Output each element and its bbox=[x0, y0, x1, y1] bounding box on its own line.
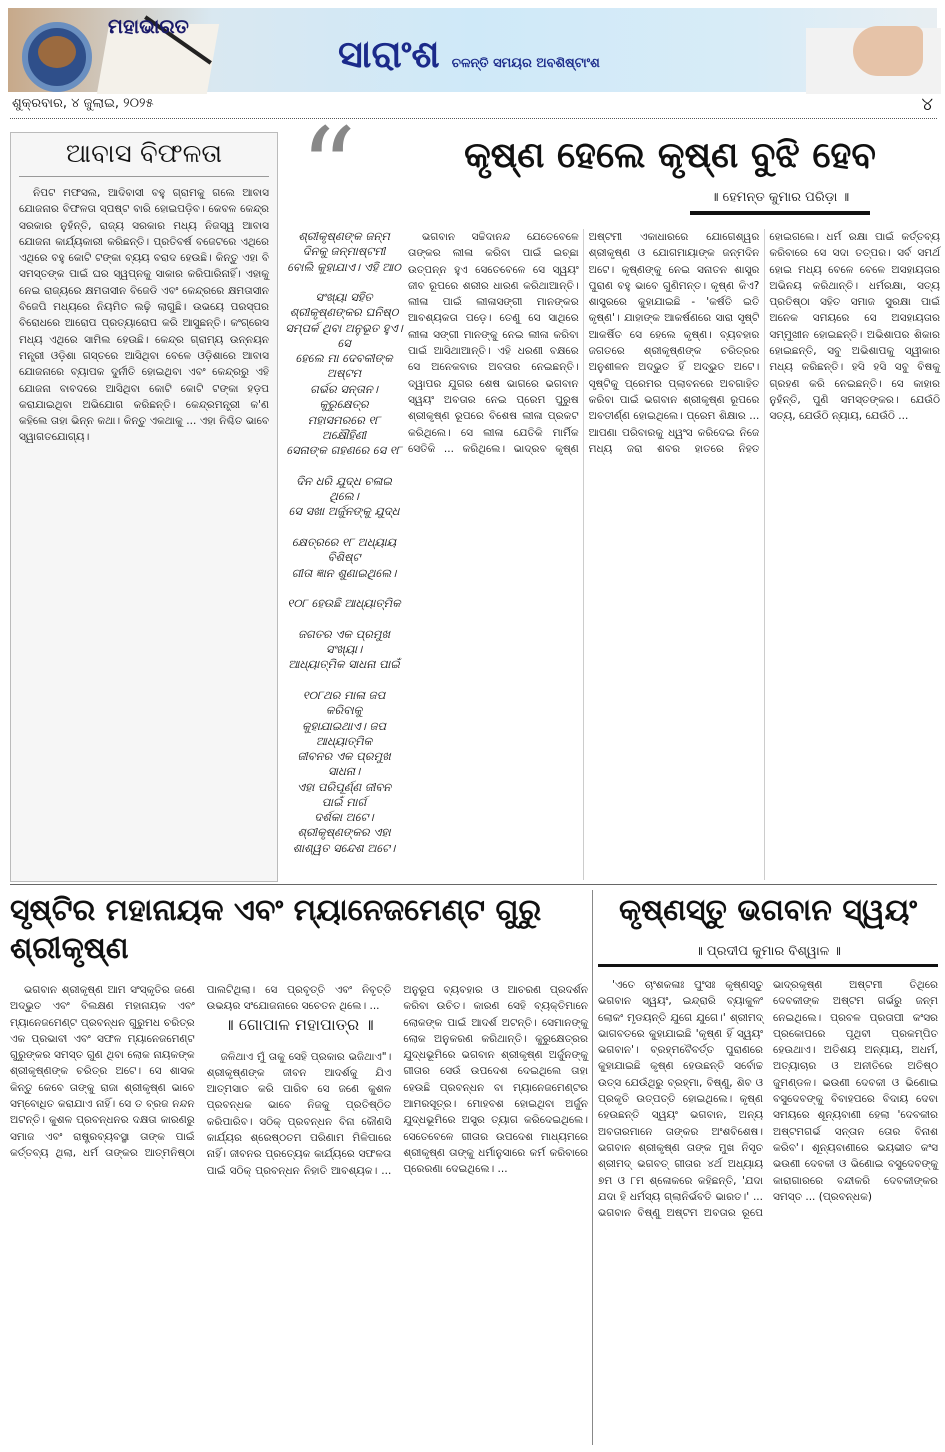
article2-body-a: ଭଗବାନ ଶ୍ରୀକୃଷ୍ଣ ଆମ ସଂସ୍କୃତିର ଜଣେ ଅଦ୍ଭୁତ ଏବଂ ବିଲକ୍ଷଣ ମହାନାୟକ ଏବଂ ମ୍ୟାନେଜମେଣ୍ଟ ପ୍ରବନ୍ଧନ ଗୁରୁମଧ ଚରିତ୍ର ଏକ ପ୍ରଭାବୀ ଏବଂ ସଫଳ ମ୍ୟାନେଜମେଣ୍ଟ ଗୁରୁଙ୍କର ସମସ୍ତ ଗୁଣ ଥିବା ଲୋକ ନାୟକଙ୍କ ଶ୍ରୀକୃଷ୍ଣଙ୍କ ଚରିତ୍ର ଅଟେ। ସେ ଶାସକ କିନ୍ତୁ କେବେ ତାଙ୍କୁ ରାଜା ଶ୍ରୀକୃଷ୍ଣ ଭାବେ ସମ୍ବୋଧିତ କରାଯାଏ ନାହିଁ। ସେ ତ ବ୍ରଜ ନନ୍ଦନ ଅଟନ୍ତି। କୁଶଳ ପ୍ରବନ୍ଧନର ଦକ୍ଷତା କାରଣରୁ ସମାଜ ଏବଂ ରାଷ୍ଟ୍ରବ୍ୟବସ୍ଥା ତାଙ୍କ ପାଇଁ କର୍ତ୍ତବ୍ୟ ଥିଲା, ଧର୍ମ ତାଙ୍କର ଆତ୍ମନିଷ୍ଠା ପାଲଟିଥିଲା। ସେ ପ୍ରବୃତ୍ତି ଏବଂ ନିବୃତ୍ତି ଉଭୟର ସଂଯୋଜନାରେ ସଚେତନ ଥିଲେ। ... bbox=[10, 984, 392, 1159]
section-title: ସାରାଂଶ bbox=[338, 32, 440, 76]
pull-quote-line: କୁହାଯାଇଥାଏ। ଜପ ଆଧ୍ୟାତ୍ମିକ bbox=[302, 718, 386, 748]
pull-quote-line: ଜଗତର ଏକ ପ୍ରମୁଖ ସଂଖ୍ୟା। bbox=[297, 626, 391, 656]
pull-quote-line: ୧୦୮ ହେଉଛି ଆଧ୍ୟାତ୍ମିକ bbox=[287, 596, 401, 611]
editorial-body: ନିପଟ ମଫସଲ, ଆଦିବାସୀ ବହୁ ଗ୍ରାମକୁ ଗଲେ ଆବାସ ଯୋଜନାର ବିଫଳତା ସ୍ପଷ୍ଟ ବାରି ହୋଇପଡ଼ିବ। କେବଳ କେନ୍ଦ୍ର ସରକାର ନୁହଁନ୍ତି, ରାଜ୍ୟ ସରକାର ମଧ୍ୟ ନିଜସ୍ୱ ଆବାସ ଯୋଜନା କାର୍ଯ୍ୟକାରୀ କରିଛନ୍ତି। ପ୍ରତିବର୍ଷ ବଜେଟରେ ଏଥିରେ ଏଥିରେ ବହୁ କୋଟି ଟଙ୍କା ବ୍ୟୟ ବରାଦ ହେଉଛି। କିନ୍ତୁ ଏହା ବି ସମସ୍ତଙ୍କ ପାଇଁ ଘର ସ୍ୱପ୍ନକୁ ସାକାର କରିପାରିନାହିଁ। ଏହାକୁ ନେଇ ରାଜ୍ୟରେ କ୍ଷମତାସୀନ ବିଜେଡି ଏବଂ କେନ୍ଦ୍ରରେ କ୍ଷମତାସୀନ ବିଜେପି ମଧ୍ୟରେ ନିୟମିତ ଲଢ଼ି ଲାଗୁଛି। ଉଭୟେ ପରସ୍ପର ବିରୋଧରେ ଆରୋପ ପ୍ରତ୍ୟାରୋପ କରି ଆସୁଛନ୍ତି। କଂଗ୍ରେସ ମଧ୍ୟ ଏଥିରେ ସାମିଲ ହେଉଛି। କେନ୍ଦ୍ର ଗ୍ରାମ୍ୟ ଉନ୍ନୟନ ମନ୍ତ୍ରୀ ଓଡ଼ିଶା ଗସ୍ତରେ ଆସିଥିବା ବେଳେ ଓଡ଼ିଶାରେ ଆବାସ ଯୋଜନାରେ ବ୍ୟାପକ ଦୁର୍ନୀତି ହୋଇଥିବା ଏବଂ କେନ୍ଦ୍ରରୁ ଏହି ଯୋଜନା ବାବଦରେ ଆସିଥିବା କୋଟି କୋଟି ଟଙ୍କା ହଡ଼ପ କରାଯାଇଥିବା ଅଭିଯୋଗ କରିଛନ୍ତି। କେନ୍ଦ୍ରମନ୍ତ୍ରୀ କ'ଣ କହିଲେ ତାହା ଭିନ୍ନ କଥା। କିନ୍ତୁ ଏକଥାକୁ ... ଏହା ନିଶ୍ଚିତ ଭାବେ ସ୍ୱାଗତଯୋଗ୍ୟ। bbox=[19, 187, 269, 444]
issue-date: ଶୁକ୍ରବାର, ୪ ଜୁଲାଇ, ୨୦୨୫ bbox=[12, 96, 154, 111]
lead-body bbox=[285, 229, 940, 880]
section-divider bbox=[10, 884, 937, 885]
pull-quote-line: ହେଲେ ମା ଦେବକୀଙ୍କ ଅଷ୍ଟମ bbox=[295, 351, 393, 381]
newspaper-logo: ମହାଭାରତ bbox=[108, 14, 189, 38]
writing-hand-image bbox=[853, 26, 923, 76]
lead-body-text: ଭଗବାନ ସଚ୍ଚିଦାନନ୍ଦ ଯେତେବେଳେ ତାଙ୍କର ଲୀଳା କରିବା ପାଇଁ ଇଚ୍ଛା ଉତ୍ପନ୍ନ ହୁଏ ସେତେବେଳେ ସେ ସ୍ୱୟଂ ଜୀବ ରୂପରେ ଶରୀର ଧାରଣ କରିଥାଆନ୍ତି। ଲୀଳା ପାଇଁ ଲୀଳାସଙ୍ଗୀ ମାନଙ୍କର ଆବଶ୍ୟକତା ପଡ଼େ। ତେଣୁ ସେ ସାଥିରେ ଲୀଳା ସଙ୍ଗୀ ମାନଙ୍କୁ ନେଇ ଲୀଳା କରିବା ପାଇଁ ଆସିଥାଆନ୍ତି। ଏହି ଧରଣୀ ବକ୍ଷରେ ସେ ଅନେକବାର ଅବତାର ନେଇଛନ୍ତି। ଦ୍ୱାପର ଯୁଗର ଶେଷ ଭାଗରେ ଭଗବାନ ସ୍ୱୟଂ ଅବତାର ନେଇ ପ୍ରେମ ପୁରୁଷ ଶ୍ରୀକୃଷ୍ଣ ରୂପରେ ବିଶେଷ ଲୀଳା ପ୍ରକଟ କରିଥିଲେ। ସେ ଲୀଳା ଯେତିକି ମାର୍ମିକ ସେତିକି ... କରିଥିଲେ। ଭାଦ୍ରବ କୃଷ୍ଣ ଅଷ୍ଟମୀ ଏକାଧାରରେ ଯୋଗେଶ୍ୱର ଶ୍ରୀକୃଷ୍ଣ ଓ ଯୋଗମାୟାଙ୍କ ଜନ୍ମଦିନ ଅଟେ। କୃଷ୍ଣଙ୍କୁ ନେଇ ସନାତନ ଶାସ୍ତ୍ର ପୁରାଣ ବହୁ ଭାବେ ଗୁଣିମନ୍ତ। କୃଷ୍ଣ କିଏ? ଶାସ୍ତ୍ରରେ କୁହାଯାଇଛି - 'କର୍ଷତି ଇତି କୃଷ୍ଣ'। ଯାହାଙ୍କ ଆକର୍ଷଣରେ ସାରା ସୃଷ୍ଟି ଆକର୍ଷିତ ସେ ହେଲେ କୃଷ୍ଣ। ବ୍ୟବହାର ଜଗତରେ ଶ୍ରୀକୃଷ୍ଣଙ୍କ ଚରିତ୍ରର ଅନୁଶୀଳନ ଅଦ୍ଭୁତ ହିଁ ଅଦ୍ଭୁତ ଅଟେ। ସୃଷ୍ଟିକୁ ପ୍ରେମର ପ୍ଲାବନରେ ଅବଗାହିତ କରିବା ପାଇଁ ଭଗବାନ ଶ୍ରୀକୃଷ୍ଣ ରୂପରେ ଅବତୀର୍ଣ୍ଣ ହୋଇଥିଲେ। ପ୍ରେମ ଶିକ୍ଷାର ... ଆପଣା ପରିବାରକୁ ଧ୍ୱଂସ କରିଦେଇ ନିଜେ ମଧ୍ୟ ଜରା ଶବର ହାତରେ ନିହତ ହୋଇଗଲେ। ଧର୍ମ ରକ୍ଷା ପାଇଁ କର୍ତ୍ତବ୍ୟ କରିବାରେ ସେ ସଦା ତତ୍ପର। ସର୍ବ ସମର୍ଥ ହୋଇ ମଧ୍ୟ ବେଳେ ବେଳେ ଅସହାୟତାର ଅଭିନୟ କରିଥାନ୍ତି। ଧର୍ମରକ୍ଷା, ସତ୍ୟ ପ୍ରତିଷ୍ଠା ସହିତ ସମାଜ ସୁରକ୍ଷା ପାଇଁ ଅନେକ ସମୟରେ ସେ ଅସହାୟତାର ସମ୍ମୁଖୀନ ହୋଇଛନ୍ତି। ଅଭିଶାପର ଶିକାର ହୋଇଛନ୍ତି, ସବୁ ଅଭିଶାପକୁ ସ୍ୱୀକାର ମଧ୍ୟ କରିଛନ୍ତି। ହସି ହସି ସବୁ ବିଷକୁ ଗ୍ରହଣ କରି ନେଇଛନ୍ତି। ସେ କାହାର ନୁହଁନ୍ତି, ପୁଣି ସମସ୍ତଙ୍କର। ଯେଉଁଠି ସତ୍ୟ, ଯେଉଁଠି ନ୍ୟାୟ, ଯେଉଁଠି ... bbox=[408, 231, 940, 455]
article2-byline: ॥ ଗୋପାଳ ମହାପାତ୍ର ॥ bbox=[224, 1014, 374, 1034]
lead-headline: କୃଷ୍ଣ ହେଲେ କୃଷ୍ଣ ବୁଝି ହେବ bbox=[464, 135, 876, 176]
pull-quote-line: ବୋଲି କୁହାଯାଏ। ଏହି ଆଠ bbox=[287, 259, 401, 274]
lead-article-body bbox=[408, 229, 940, 880]
pull-quote-line: ୧୦୮ଥର ମାଳା ଜପ କରିବାକୁ bbox=[302, 687, 386, 717]
pull-quote-line: ସେନାଙ୍କ ଗହଣରେ ସେ ୧୮ bbox=[286, 443, 402, 458]
pull-quote-line: ଏହା ପରିପୂର୍ଣ୍ଣ ଜୀବନ ପାଇଁ ମାର୍ଗ bbox=[296, 779, 392, 809]
pull-quote-line: ସଂଖ୍ୟା ସହିତ ଶ୍ରୀକୃଷ୍ଣଙ୍କର ଘନିଷ୍ଠ bbox=[289, 290, 399, 320]
pull-quote-line: ଦିନ ଧରି ଯୁଦ୍ଧ ଚଳାଇ ଥିଲେ। bbox=[296, 473, 392, 503]
article3-byline: ॥ ପ୍ରଦୀପ କୁମାର ବିଶ୍ୱାଳ ॥ bbox=[598, 944, 938, 967]
page-number: ୪ bbox=[921, 94, 933, 115]
editorial-title: ଆବାସ ବିଫଳତା bbox=[19, 139, 269, 177]
pull-quote-line: ଗର୍ଭର ସନ୍ତାନ। କୁରୁକ୍ଷେତ୍ର bbox=[310, 381, 378, 411]
pull-quote-line: ଶାଶ୍ୱତ ସନ୍ଦେଶ ଅଟେ। bbox=[292, 840, 396, 855]
pull-quote-line: ସମ୍ପର୍କ ଥିବା ଅନୁଭୂତ ହୁଏ। ସେ bbox=[285, 320, 403, 350]
column-divider bbox=[592, 890, 593, 1445]
pull-quote-line: ଶ୍ରୀକୃଷ୍ଣଙ୍କ ଜନ୍ମ ଦିନକୁ ଜନ୍ମାଷ୍ଟମୀ bbox=[298, 229, 390, 258]
pull-quote bbox=[285, 229, 403, 880]
article2 bbox=[10, 892, 588, 1445]
coffee-cup-image bbox=[22, 22, 92, 92]
article2-headline: ସୃଷ୍ଟିର ମହାନାୟକ ଏବଂ ମ୍ୟାନେଜମେଣ୍ଟ ଗୁରୁ ଶ୍ରୀକୃଷ୍ଣ bbox=[10, 893, 542, 966]
header-divider bbox=[10, 118, 937, 119]
lead-article bbox=[285, 104, 940, 880]
pull-quote-line: ମହାସମରରେ ୧୮ ଅକ୍ଷୌହିଣୀ bbox=[307, 412, 381, 442]
editorial-box bbox=[10, 132, 278, 882]
pull-quote-line: ଗୀତା ଜ୍ଞାନ ଶୁଣାଇଥିଲେ। bbox=[291, 565, 397, 580]
lead-header bbox=[285, 104, 940, 232]
section-tagline: ଚଳନ୍ତି ସମୟର ଅବଶିଷ୍ଟାଂଶ bbox=[451, 56, 600, 71]
pull-quote-line: ଜୀବନର ଏକ ପ୍ରମୁଖ ସାଧନା। bbox=[297, 749, 391, 779]
section-title-row bbox=[338, 32, 798, 77]
pull-quote-line: କ୍ଷେତ୍ରରେ ୧୮ ଅଧ୍ୟାୟ ବିଶିଷ୍ଟ bbox=[291, 534, 397, 564]
quote-mark-icon: “ bbox=[300, 104, 357, 232]
article2-body-b: ଜଳିଥାଏ ମୁଁ ତାକୁ ସେହି ପ୍ରକାର ଭଜିଥାଏ"। ଶ୍ରୀକୃଷ୍ଣଙ୍କ ଜୀବନ ଆଦର୍ଶକୁ ଯିଏ ଆତ୍ମସାତ କରି ପାରିବ ସେ ଜଣେ କୁଶଳ ପ୍ରବନ୍ଧକ ଭାବେ ନିଜକୁ ପ୍ରତିଷ୍ଠିତ କରିପାରିବ। ସଠିକ୍ ପ୍ରବନ୍ଧନ ବିନା କୌଣସି କାର୍ଯ୍ୟର ଶ୍ରେଷ୍ଠତମ ପରିଣାମ ମିଳିପାରେ ନାହିଁ। ଜୀବନର ପ୍ରତ୍ୟେକ କାର୍ଯ୍ୟରେ ସଫଳତା ପାଇଁ ସଠିକ୍ ପ୍ରବନ୍ଧନ ନିହାତି ଆବଶ୍ୟକ। ... ଅନୁରୂପ ବ୍ୟବହାର ଓ ଆଚରଣ ପ୍ରଦର୍ଶନ କରିବା ଉଚିତ। କାରଣ ସେହି ବ୍ୟକ୍ତିମାନେ ଲୋକଙ୍କ ପାଇଁ ଆଦର୍ଶ ଅଟନ୍ତି। ସେମାନଙ୍କୁ ଲୋକ ଅନୁକରଣ କରିଥାନ୍ତି। କୁରୁକ୍ଷେତ୍ରର ଯୁଦ୍ଧଭୂମିରେ ଭଗବାନ ଶ୍ରୀକୃଷ୍ଣ ଅର୍ଜୁନଙ୍କୁ ଗୀତାର ସେଉଁ ଉପଦେଶ ଦେଇଥିଲେ ତାହା ହେଉଛି ପ୍ରବନ୍ଧନ ବା ମ୍ୟାନେଜମେଣ୍ଟର ଆମରସୂତ୍ର। ମୋହବଶ ହୋଇଥିବା ଅର୍ଜୁନ ଯୁଦ୍ଧଭୂମିରେ ଅସ୍ତ୍ର ତ୍ୟାଗ କରିଦେଇଥିଲେ। ସେତେବେଳେ ଗୀତାର ଉପଦେଶ ମାଧ୍ୟମରେ ଶ୍ରୀକୃଷ୍ଣ ତାଙ୍କୁ ଧର୍ମାନୁସାରେ କର୍ମ କରିବାରେ ପ୍ରେରଣା ଦେଇଥିଲେ। ... bbox=[206, 984, 588, 1177]
pull-quote-line: ଦର୍ଶକା ଅଟେ। ଶ୍ରୀକୃଷ୍ଣଙ୍କର ଏହା bbox=[297, 810, 391, 840]
pull-quote-line: ସେ ସଖା ଅର୍ଜୁନଙ୍କୁ ଯୁଦ୍ଧ bbox=[288, 504, 400, 519]
article3 bbox=[598, 892, 938, 1445]
article2-body bbox=[10, 982, 588, 1445]
article3-headline: କୃଷ୍ଣସ୍ତୁ ଭଗବାନ ସ୍ୱୟଂ bbox=[618, 893, 918, 928]
pull-quote-line: ଆଧ୍ୟାତ୍ମିକ ସାଧନା ପାଇଁ bbox=[288, 657, 400, 672]
article3-body bbox=[598, 977, 938, 1445]
masthead-banner bbox=[8, 8, 937, 92]
lead-titles bbox=[400, 128, 940, 215]
article3-body-text: 'ଏତେ ଚାଂଶକଳାଃ ପୁଂସଃ କୃଷ୍ଣସ୍ତୁ ଭଗବାନ ସ୍ୱୟଂ, ଇନ୍ଦ୍ରାରି ବ୍ୟାକୁଳଂ ଲୋକଂ ମୃଡୟନ୍ତି ଯୁଗେ ଯୁଗେ।' ଶ୍ରୀମଦ୍ ଭାଗବତରେ କୁହାଯାଇଛି 'କୃଷ୍ଣ ହିଁ ସ୍ୱୟଂ ଭଗବାନ'। ବ୍ରହ୍ମବୈବର୍ତ୍ତ ପୁରାଣରେ କୁହାଯାଇଛି କୃଷ୍ଣ ହେଉଛନ୍ତି ସର୍ବୋଚ୍ଚ ଉତ୍ସ ଯେଉଁଥିରୁ ବ୍ରହ୍ମା, ବିଷ୍ଣୁ, ଶିବ ଓ ପ୍ରକୃତି ଉତ୍ପତ୍ତି ହୋଇଥିଲେ। କୃଷ୍ଣ ହେଉଛନ୍ତି ସ୍ୱୟଂ ଭଗବାନ, ଅନ୍ୟ ଅବତାରମାନେ ତାଙ୍କର ଅଂଶବିଶେଷ। ଭଗବାନ ଶ୍ରୀକୃଷ୍ଣ ତାଙ୍କ ମୁଖ ନିସୃତ ଶ୍ରୀମଦ୍ ଭଗବତ୍ ଗୀତାର ୪ର୍ଥ ଅଧ୍ୟାୟ ୭ମ ଓ ୮ମ ଶ୍ଳୋକରେ କହିଛନ୍ତି, 'ଯଦା ଯଦା ହି ଧର୍ମସ୍ୟ ଗ୍ଲାନିର୍ଭବତି ଭାରତ।' ... ଭଗବାନ ବିଷ୍ଣୁ ଅଷ୍ଟମ ଅବତାର ରୂପେ ଭାଦ୍ରକୃଷ୍ଣ ଅଷ୍ଟମୀ ତିଥିରେ ଦେବକୀଙ୍କ ଅଷ୍ଟମ ଗର୍ଭରୁ ଜନ୍ମ ନେଇଥିଲେ। ପ୍ରବଳ ପ୍ରତାପୀ କଂସର ପ୍ରକୋପରେ ପୃଥିବୀ ପ୍ରକମ୍ପିତ ହେଉଥାଏ। ଅତିଶୟ ଅନ୍ୟାୟ, ଅଧର୍ମ, ଅତ୍ୟାଚାର ଓ ଅନୀତିରେ ଅତିଷ୍ଠ ଜୁମଣ୍ଡଳ। ଭଉଣୀ ଦେବକୀ ଓ ଭିଣୋଇ ବସୁଦେବଙ୍କୁ ବିବାହପରେ ବିଦାୟ ଦେବା ସମୟରେ ଶୂନ୍ୟବାଣୀ ହେଲା 'ଦେବକୀର ଅଷ୍ଟମଗର୍ଭ ସନ୍ତାନ ତୋର ବିନାଶ କରିବ'। ଶୂନ୍ୟବାଣୀରେ ଭୟଭୀତ କଂସ ଭଉଣୀ ଦେବକୀ ଓ ଭିଣୋଇ ବସୁଦେବଙ୍କୁ କାରାଗାରରେ ବନ୍ଦୀକରି ଦେବକୀଙ୍କର ସମସ୍ତ ... (ପ୍ରବନ୍ଧକ) bbox=[598, 979, 938, 1220]
lead-byline: ॥ ହେମନ୍ତ କୁମାର ପରିଡ଼ା ॥ bbox=[690, 190, 870, 215]
